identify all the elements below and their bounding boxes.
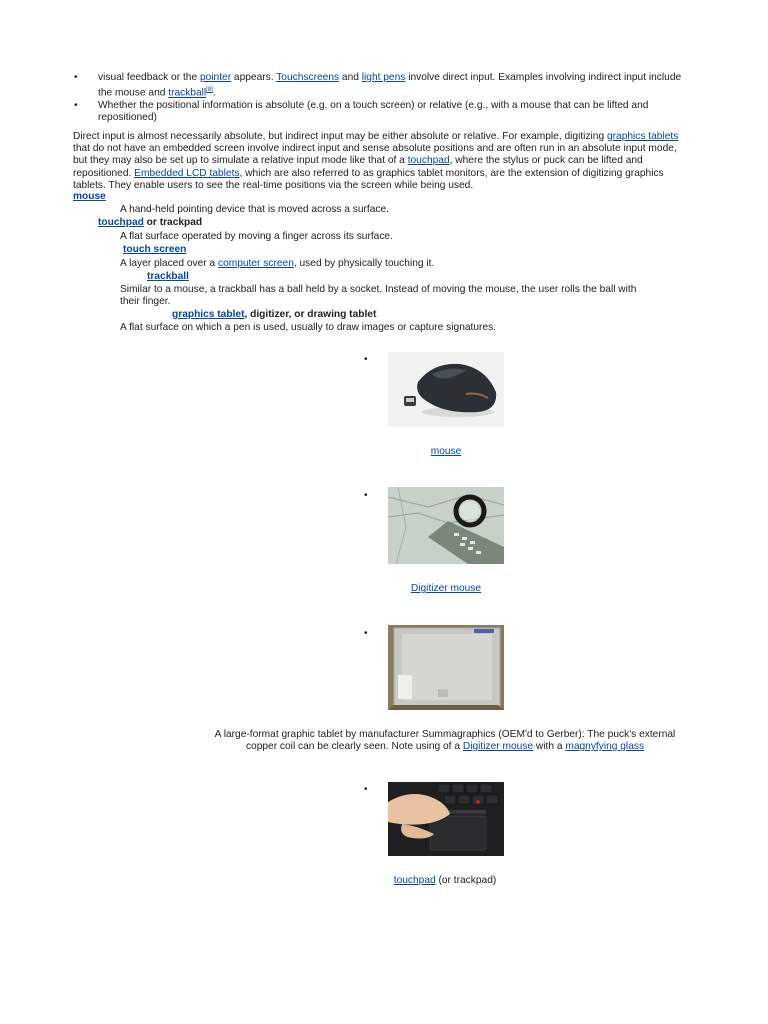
text: visual feedback or the <box>98 72 200 83</box>
touchpad-photo[interactable] <box>388 782 504 856</box>
text: . <box>212 87 216 99</box>
definition-trackball-line2: their finger. <box>120 296 171 307</box>
direct-input-paragraph <box>73 131 693 192</box>
caption-mouse[interactable]: mouse <box>430 446 462 457</box>
text: appears. <box>231 72 277 83</box>
link-touchpad-caption[interactable]: touchpad <box>393 875 436 886</box>
caption-graphics-tablet <box>200 729 690 753</box>
term-graphics-tablet[interactable]: graphics tablet <box>172 309 245 320</box>
definition-trackball-line1: Similar to a mouse, a trackball has a ball held by a socket. Instead of moving the mouse, the user rolls the ball with <box>120 284 637 295</box>
bullet-dot: • <box>74 100 78 111</box>
link-embedded-lcd-tablets[interactable]: Embedded LCD tablets <box>134 167 240 179</box>
term-touchpad[interactable]: touchpad <box>98 217 144 228</box>
term-mouse[interactable]: mouse <box>73 191 106 202</box>
caption-text: with a <box>533 741 566 752</box>
link-computer-screen[interactable]: computer screen <box>217 258 294 269</box>
reference-link[interactable]: [8] <box>206 87 213 94</box>
bullet-text: Whether the positional information is absolute (e.g. on a touch screen) or relative (e.g., with a mouse that can be lifted and repositioned) <box>98 100 649 124</box>
text: and <box>339 72 362 83</box>
definition-touch-screen <box>120 258 434 270</box>
term-graphics-tablet-row <box>172 309 376 321</box>
caption-digitizer-mouse[interactable]: Digitizer mouse <box>410 583 482 594</box>
link-magnifying-glass[interactable]: magnyfying glass <box>565 741 645 752</box>
caption-touchpad <box>340 875 550 887</box>
figure-bullet: • <box>364 628 368 639</box>
figure-bullet: • <box>364 490 368 501</box>
term-trackball[interactable]: trackball <box>147 271 189 282</box>
text: , which are also referred to as graphics tablet monitors, are the extension of digitizing graphics tablets. They enable users to see the real-time positions via the screen while being used. <box>73 167 664 191</box>
link-touchpad[interactable]: touchpad <box>407 155 450 167</box>
definition-graphics-tablet: A flat surface on which a pen is used, usually to draw images or capture signatures. <box>120 322 497 333</box>
link-touchscreens[interactable]: Touchscreens <box>276 72 340 83</box>
link-light-pens[interactable]: light pens <box>361 72 406 83</box>
definition-mouse: A hand-held pointing device that is moved across a surface. <box>120 204 389 215</box>
digitizer-mouse-photo[interactable] <box>388 487 504 564</box>
text: involve direct input. Examples involving indirect input include the mouse and <box>98 72 682 99</box>
caption-text: A large-format graphic tablet by manufacturer Summagraphics (OEM'd to Gerber): The puck's external <box>214 729 676 740</box>
figure-bullet: • <box>364 784 368 795</box>
text: , used by physically touching it. <box>293 258 435 269</box>
graphics-tablet-photo[interactable] <box>388 625 504 710</box>
text: that do not have an embedded screen involve indirect input and sense absolute positions and are often run in an absolute input mode, but they may also be set up to simulate a relative input mode like that of a <box>73 143 677 167</box>
text: Direct input is almost necessarily absolute, but indirect input may be either absolute or relative. For example, digitizing <box>73 131 607 142</box>
mouse-photo[interactable] <box>388 352 504 427</box>
term-suffix: , digitizer, or drawing tablet <box>244 309 377 320</box>
caption-text: (or trackpad) <box>435 875 497 886</box>
text: , where the stylus or puck can be lifted and repositioned. <box>73 155 643 179</box>
term-suffix: or trackpad <box>143 217 203 228</box>
term-touch-screen[interactable]: touch screen <box>123 244 187 255</box>
text: A layer placed over a <box>120 258 218 269</box>
link-digitizer-mouse[interactable]: Digitizer mouse <box>462 741 534 752</box>
link-pointer[interactable]: pointer <box>199 72 232 83</box>
link-trackball[interactable]: trackball <box>168 87 207 99</box>
definition-touchpad: A flat surface operated by moving a finger across its surface. <box>120 231 393 242</box>
figure-bullet: • <box>364 354 368 365</box>
term-touchpad-row <box>98 217 202 229</box>
link-graphics-tablets[interactable]: graphics tablets <box>606 131 679 142</box>
bullet-dot: • <box>74 72 78 83</box>
caption-text: copper coil can be clearly seen. Note using of a <box>245 741 463 752</box>
